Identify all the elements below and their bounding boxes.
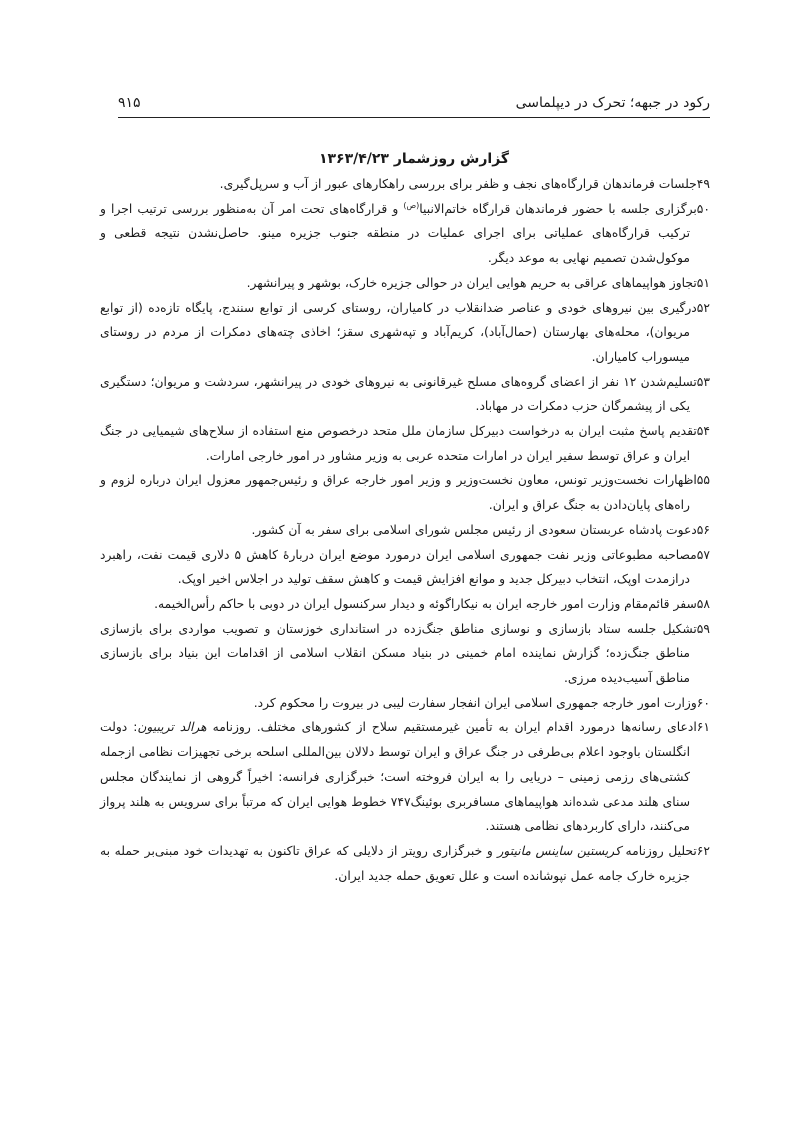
entry-60 bbox=[100, 691, 710, 716]
entry-text: تحلیل روزنامه bbox=[620, 843, 697, 858]
entry-number: ۵۳ bbox=[696, 374, 710, 389]
entry-number: ۵۰ bbox=[696, 201, 710, 216]
entry-number: ۵۴ bbox=[696, 424, 710, 439]
entry-text-continued: و خبرگزاری رویتر از دلایلی که عراق تاکنون به تهدیدات خود مبنی‌بر حمله به جزیره خارک جامه عمل نپوشانده است و علل تعویق حمله جدید ایران. bbox=[100, 843, 690, 883]
entry-text: سفر قائم‌مقام وزارت امور خارجه ایران به نیکاراگوئه و دیدار سرکنسول ایران در دوبی با حاکم رأس‌الخیمه. bbox=[154, 596, 697, 611]
entry-number: ۵۶ bbox=[696, 522, 710, 537]
entry-text: تشکیل جلسه ستاد بازسازی و نوسازی مناطق جنگ‌زده در استانداری خوزستان و تصویب مواردی برای بازسازی مناطق جنگ‌زده؛ گزارش نماینده امام خمینی در بنیاد مسکن انقلاب اسلامی از اقدامات این بنیاد برای بازسازی مناطق آسیب‌دیده مرزی. bbox=[100, 621, 697, 686]
entry-text: برگزاری جلسه با حضور فرماندهان قرارگاه خاتم‌الانبیا bbox=[419, 201, 697, 216]
entry-58 bbox=[100, 592, 710, 617]
entry-number: ۶۱ bbox=[696, 720, 710, 735]
entry-text: درگیری بین نیروهای خودی و عناصر ضدانقلاب در کامیاران، روستای کرسی از توابع سنندج، پایگاه تازه‌ده (از توابع مریوان)، محله‌های بهارستان (حمال‌آباد)، کریم‌آباد و تپه‌شهری سقز؛ اخاذی چته‌های دمکرات از مردم در روستای میسوراب کامیاران. bbox=[100, 300, 697, 364]
entry-text: ادعای رسانه‌ها درمورد اقدام ایران به تأمین غیرمستقیم سلاح از کشورهای مختلف. روزنامه bbox=[206, 720, 697, 735]
entry-text: دعوت پادشاه عربستان سعودی از رئیس مجلس شورای اسلامی برای سفر به آن کشور. bbox=[251, 522, 697, 537]
entry-number: ۵۱ bbox=[696, 275, 710, 290]
entry-50 bbox=[100, 197, 710, 271]
entry-number: ۵۹ bbox=[696, 621, 710, 636]
running-header bbox=[118, 94, 710, 112]
entry-62 bbox=[100, 839, 710, 888]
chapter-title: رکود در جبهه؛ تحرک در دیپلماسی bbox=[515, 95, 710, 111]
entry-text: جلسات فرماندهان قرارگاه‌های نجف و ظفر برای بررسی راهکارهای عبور از آب و سرپل‌گیری. bbox=[219, 177, 697, 191]
entry-text: تسلیم‌شدن ۱۲ نفر از اعضای گروه‌های مسلح غیرقانونی به نیروهای خودی در پیرانشهر، سردشت و مریوان؛ دستگیری یکی از پیشمرگان حزب دمکرات در مهاباد. bbox=[100, 374, 697, 414]
entry-number: ۶۰ bbox=[696, 695, 710, 710]
entry-49 bbox=[100, 172, 710, 197]
entry-57 bbox=[100, 543, 710, 592]
entry-51 bbox=[100, 271, 710, 296]
entry-number: ۶۲ bbox=[696, 843, 711, 858]
entry-61 bbox=[100, 715, 710, 839]
entry-text-continued: : دولت انگلستان باوجود اعلام بی‌طرفی در جنگ عراق و ایران توسط دلالان بین‌المللی اسلحه برخی تجهیزات نظامی ازجمله کشتی‌های رزمی زمینی – دریایی را به ایران فروخته است؛ خبرگزاری فرانسه: اخیراً گروهی از نمایندگان مجلس سنای هلند مدعی شده‌اند هواپیماهای مسافربری بوئینگ۷۴۷ خطوط هوایی ایران که مرتباً برای سرویس به هلند پرواز می‌کنند، دارای کاربردهای نظامی هستند. bbox=[100, 720, 690, 834]
honorific-superscript: (ص) bbox=[403, 200, 420, 210]
newspaper-name: هرالد تریبیون bbox=[137, 720, 207, 735]
entry-number: ۴۹ bbox=[696, 177, 710, 191]
entry-text: وزارت امور خارجه جمهوری اسلامی ایران انفجار سفارت لیبی در بیروت را محکوم کرد. bbox=[253, 695, 697, 710]
entry-59 bbox=[100, 617, 710, 691]
entry-text-continued: و قرارگاه‌های تحت امر آن به‌منظور بررسی ترتیب اجرا و ترکیب قرارگاه‌های عملیاتی برای اجرای عملیات در منطقه جنوب جزیره مینو. حاصل‌نشدن نتیجه قطعی و موکول‌شدن تصمیم نهایی به موعد دیگر. bbox=[100, 201, 690, 266]
entry-number: ۵۸ bbox=[696, 596, 710, 611]
entry-text: اظهارات نخست‌وزیر تونس، معاون نخست‌وزیر و وزیر امور خارجه عراق و رئیس‌جمهور معزول ایران درباره لزوم و راه‌های پایان‌دادن به جنگ عراق و ایران. bbox=[100, 473, 697, 513]
newspaper-name: کریستین ساینس مانیتور bbox=[497, 843, 621, 858]
entry-56 bbox=[100, 518, 710, 543]
entry-text: مصاحبه مطبوعاتی وزیر نفت جمهوری اسلامی ایران درمورد موضع ایران دربارهٔ کاهش ۵ دلاری قیمت نفت، راهبرد درازمدت اوپک، انتخاب دبیرکل جدید و موانع افزایش قیمت و کاهش سقف تولید در اجلاس اخیر اوپک. bbox=[100, 547, 697, 587]
entry-number: ۵۷ bbox=[696, 547, 710, 562]
entry-number: ۵۲ bbox=[696, 300, 710, 315]
entry-54 bbox=[100, 419, 710, 468]
report-title: گزارش روزشمار ۱۳۶۳/۴/۲۳ bbox=[318, 151, 510, 167]
entry-number: ۵۵ bbox=[696, 473, 710, 488]
entry-55 bbox=[100, 468, 710, 517]
entry-53 bbox=[100, 370, 710, 419]
entry-52 bbox=[100, 296, 710, 370]
header-rule bbox=[118, 117, 710, 118]
chronology-entries bbox=[100, 172, 710, 888]
entry-text: تقدیم پاسخ مثبت ایران به درخواست دبیرکل سازمان ملل متحد درخصوص منع استفاده از سلاح‌های شیمیایی در جنگ ایران و عراق توسط سفیر ایران در امارات متحده عربی به وزیر مشاور در امور خارجی امارات. bbox=[100, 424, 697, 463]
entry-text: تجاوز هواپیماهای عراقی به حریم هوایی ایران در حوالی جزیره خارک، بوشهر و پیرانشهر. bbox=[246, 275, 697, 290]
page-number: ۹۱۵ bbox=[118, 95, 141, 111]
